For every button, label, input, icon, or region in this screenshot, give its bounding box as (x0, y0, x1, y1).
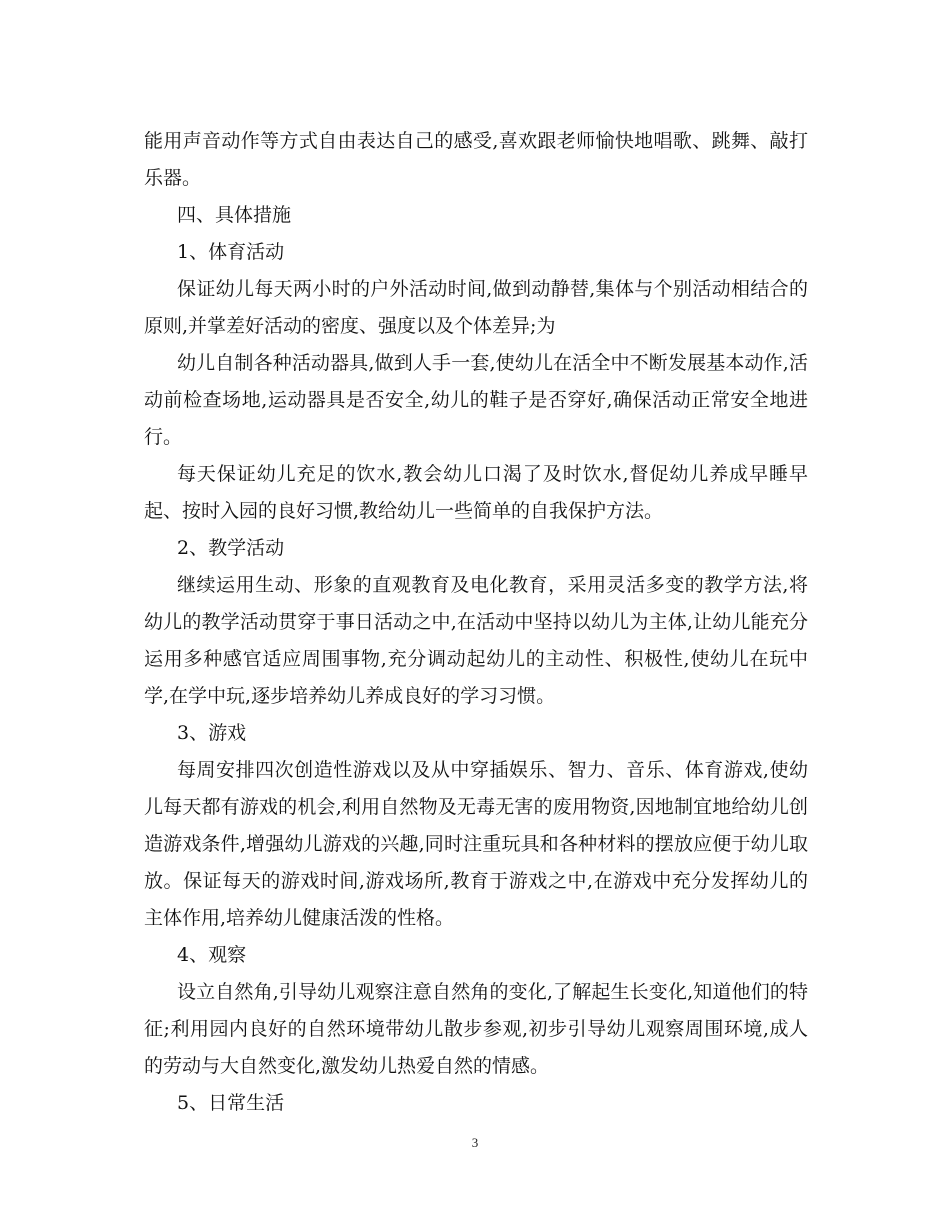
page-content (144, 123, 808, 1122)
paragraph: 继续运用生动、形象的直观教育及电化教育，采用灵活多变的教学方法,将幼儿的教学活动贯穿于事日活动之中,在活动中坚持以幼儿为主体,让幼儿能充分运用多种感官适应周围事物,充分调动起幼儿的主动性、积极性,使幼儿在玩中学,在学中玩,逐步培养幼儿养成良好的学习习惯。 (144, 574, 808, 707)
section-heading-measures: 四、具体措施 (177, 204, 292, 226)
paragraph: 每周安排四次创造性游戏以及从中穿插娱乐、智力、音乐、体育游戏,使幼儿每天都有游戏的机会,利用自然物及无毒无害的废用物资,因地制宜地给幼儿创造游戏条件,增强幼儿游戏的兴趣,同时注重玩具和各种材料的摆放应便于幼儿取放。保证每天的游戏时间,游戏场所,教育于游戏之中,在游戏中充分发挥幼儿的主体作用,培养幼儿健康活泼的性格。 (144, 759, 808, 929)
subheading-sports: 1、体育活动 (177, 241, 285, 263)
paragraph-continuation: 能用声音动作等方式自由表达自己的感受,喜欢跟老师愉快地唱歌、跳舞、敲打乐器。 (144, 130, 808, 189)
paragraph: 幼儿自制各种活动器具,做到人手一套,使幼儿在活全中不断发展基本动作,活动前检查场地,运动器具是否安全,幼儿的鞋子是否穿好,确保活动正常安全地进行。 (144, 352, 808, 448)
paragraph: 设立自然角,引导幼儿观察注意自然角的变化,了解起生长变化,知道他们的特征;利用园内良好的自然环境带幼儿散步参观,初步引导幼儿观察周围环境,成人的劳动与大自然变化,激发幼儿热爱自然的情感。 (144, 981, 808, 1077)
subheading-teaching: 2、教学活动 (177, 537, 285, 559)
paragraph: 每天保证幼儿充足的饮水,教会幼儿口渴了及时饮水,督促幼儿养成早睡早起、按时入园的良好习惯,教给幼儿一些简单的自我保护方法。 (144, 463, 808, 522)
paragraph: 保证幼儿每天两小时的户外活动时间,做到动静替,集体与个别活动相结合的原则,并掌差好活动的密度、强度以及个体差异;为 (144, 278, 808, 337)
subheading-games: 3、游戏 (177, 722, 247, 744)
subheading-daily-life: 5、日常生活 (177, 1092, 285, 1114)
page-number: 3 (471, 1135, 479, 1150)
subheading-observation: 4、观察 (177, 944, 247, 966)
